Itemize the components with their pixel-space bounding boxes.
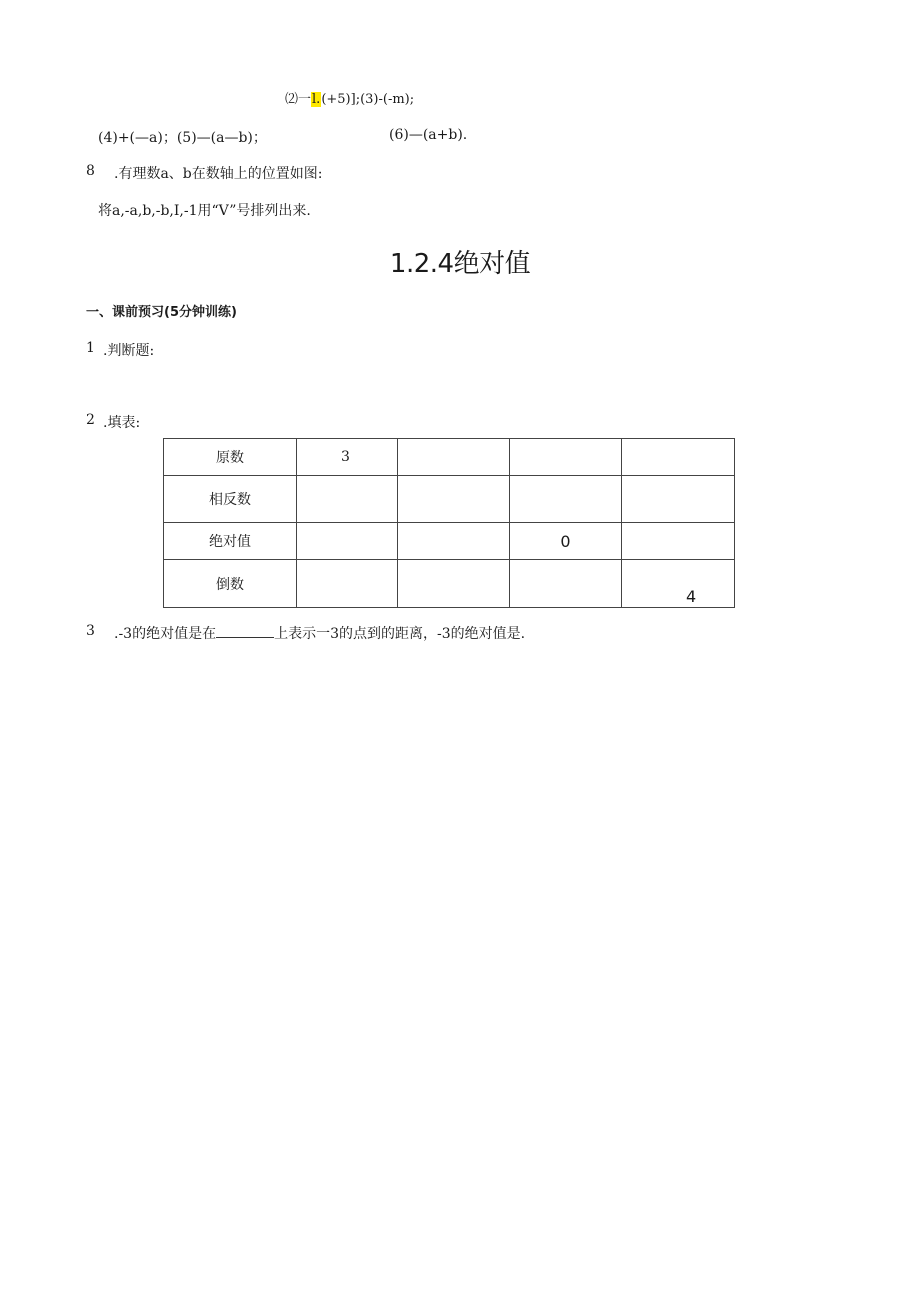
q8-text: .有理数a、b在数轴上的位置如图: — [114, 166, 323, 182]
table-cell[interactable] — [510, 476, 622, 523]
answer-blank[interactable] — [216, 623, 274, 638]
table-cell[interactable] — [622, 439, 735, 476]
fill-in-table — [163, 438, 735, 608]
q8-number: 8 — [86, 163, 95, 179]
row-label: 原数 — [164, 439, 297, 476]
table-cell[interactable] — [398, 523, 510, 560]
q3-text-before: .-3的绝对值是在 — [114, 626, 217, 642]
q2-text: .填表: — [103, 415, 141, 431]
section-heading: 一、课前预习(5分钟训练) — [86, 305, 237, 320]
table-cell[interactable] — [510, 439, 622, 476]
table-cell[interactable]: 0 — [510, 523, 622, 560]
cell-value: 3 — [341, 449, 350, 465]
section-title: 1.2.4绝对值 — [389, 249, 531, 279]
row-label: 相反数 — [164, 476, 297, 523]
cell-value: 4 — [686, 587, 697, 606]
q1-number: 1 — [86, 340, 95, 356]
table-cell[interactable] — [297, 523, 398, 560]
table-row — [164, 560, 735, 608]
row-label: 绝对值 — [164, 523, 297, 560]
exercise-line-2a: (4)+(—a)；(5)—(a—b)； — [98, 130, 267, 146]
table-cell[interactable] — [398, 560, 510, 608]
table-cell[interactable] — [398, 476, 510, 523]
table-cell[interactable] — [622, 560, 735, 608]
table-cell[interactable] — [297, 476, 398, 523]
table-row — [164, 523, 735, 560]
q2-number: 2 — [86, 412, 95, 428]
highlighted-text: l. — [312, 92, 321, 107]
exercise-line-2b: (6)—(a+b). — [389, 127, 468, 143]
table-row — [164, 476, 735, 523]
table-cell[interactable] — [297, 560, 398, 608]
table-cell[interactable] — [622, 523, 735, 560]
q3-number: 3 — [86, 623, 95, 639]
q3-text-after: 上表示一3的点到的距离，-3的绝对值是. — [274, 626, 526, 642]
table-cell[interactable] — [398, 439, 510, 476]
table-cell[interactable] — [510, 560, 622, 608]
table-cell[interactable] — [622, 476, 735, 523]
table-cell[interactable] — [297, 439, 398, 476]
row-label: 倒数 — [164, 560, 297, 608]
line1-post: (+5)];(3)-(-m); — [321, 92, 415, 107]
exercise-line-1 — [285, 88, 414, 107]
q8-subtext: 将a,-a,b,-b,I,-1用“V”号排列出来. — [98, 203, 311, 219]
q1-text: .判断题: — [103, 343, 155, 359]
line1-pre: ⑵一 — [285, 92, 312, 107]
q3-text — [114, 623, 525, 643]
table-row — [164, 439, 735, 476]
